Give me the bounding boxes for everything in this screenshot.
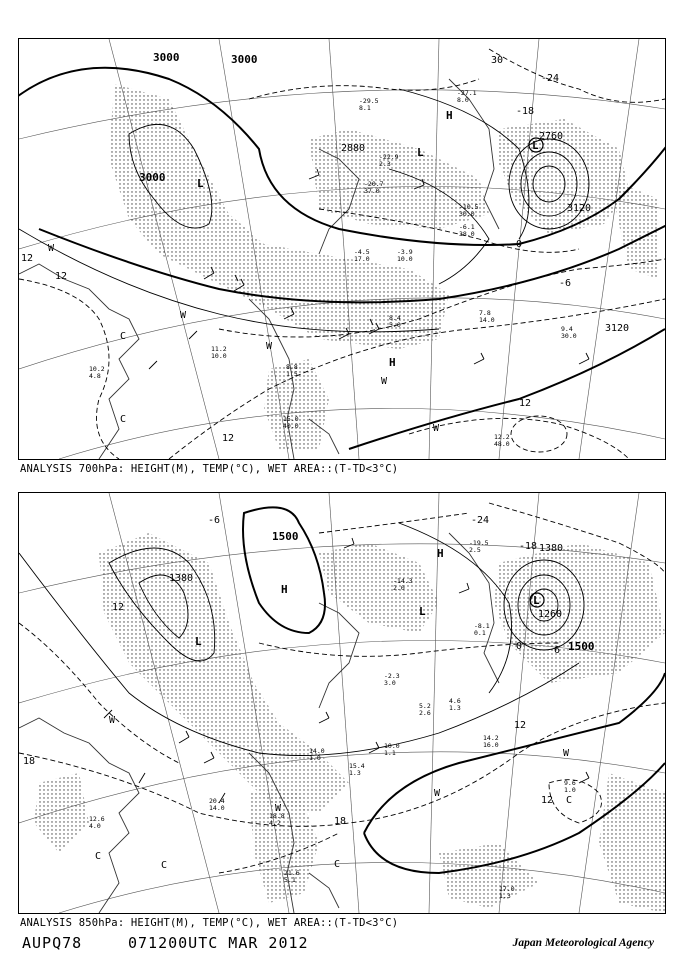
temperature-label: 12	[21, 253, 34, 264]
height-label: 2880	[341, 143, 366, 154]
cold-mark: C	[120, 331, 127, 342]
temperature-label: -6	[208, 515, 221, 526]
svg-text:-2.3: -2.3	[384, 672, 400, 680]
svg-text:1.3: 1.3	[349, 769, 361, 777]
station-plot	[449, 697, 461, 712]
warm-mark: W	[48, 243, 55, 254]
warm-mark: W	[266, 341, 273, 352]
height-label: 1500	[568, 640, 595, 653]
high-center: H	[437, 547, 444, 560]
warm-mark: W	[433, 423, 440, 434]
svg-text:10.2: 10.2	[89, 365, 105, 373]
station-plot	[389, 314, 401, 329]
temperature-label: 18	[334, 816, 347, 827]
svg-text:15.0: 15.0	[283, 415, 299, 423]
svg-text:-3.9: -3.9	[397, 248, 413, 256]
svg-text:3.0: 3.0	[384, 679, 396, 687]
svg-text:48.0: 48.0	[494, 440, 510, 448]
svg-text:-20.7: -20.7	[364, 180, 384, 188]
warm-mark: W	[434, 788, 441, 799]
cold-mark: C	[566, 795, 573, 806]
svg-text:18.8: 18.8	[269, 812, 285, 820]
station-plot	[349, 762, 365, 777]
svg-text:8.0: 8.0	[457, 96, 469, 104]
temperature-label: 12	[514, 720, 527, 731]
temperature-label: 12	[541, 795, 554, 806]
station-plot	[457, 89, 477, 104]
station-plot	[419, 702, 431, 717]
low-center: L	[195, 635, 202, 648]
temperature-label: 12	[222, 433, 235, 444]
low-center: L	[532, 139, 539, 152]
svg-text:10.0: 10.0	[397, 255, 413, 263]
svg-text:8.8: 8.8	[286, 363, 298, 371]
svg-text:1.3: 1.3	[499, 892, 511, 900]
temperature-label: -24	[471, 515, 490, 526]
warm-mark: W	[563, 748, 570, 759]
height-label: 3000	[231, 53, 258, 66]
low-center: L	[197, 177, 204, 190]
svg-text:1.0: 1.0	[564, 786, 576, 794]
svg-text:5.0: 5.0	[389, 321, 401, 329]
svg-text:11.2: 11.2	[211, 345, 227, 353]
station-plot	[211, 345, 227, 360]
chart-panel-700hpa	[18, 38, 666, 460]
station-plot	[499, 885, 515, 900]
issue-time: 071200UTC MAR 2012	[128, 934, 309, 952]
svg-text:2.0: 2.0	[393, 584, 405, 592]
height-label: 2760	[539, 131, 564, 142]
svg-text:10.0: 10.0	[384, 742, 400, 750]
station-plot	[89, 365, 105, 380]
temperature-label: 12	[519, 398, 532, 409]
svg-text:2.5: 2.5	[469, 546, 481, 554]
height-label: 1260	[538, 609, 563, 620]
svg-text:9.6: 9.6	[564, 779, 576, 787]
agency-name: Japan Meteorological Agency	[512, 937, 654, 949]
svg-text:1.3: 1.3	[449, 704, 461, 712]
panel-caption-850hpa: ANALYSIS 850hPa: HEIGHT(M), TEMP(°C), WET AREA::(T-TD<3°C)	[20, 917, 399, 929]
svg-text:30.0: 30.0	[561, 332, 577, 340]
svg-text:20.4: 20.4	[209, 797, 225, 805]
warm-mark: W	[109, 715, 116, 726]
svg-text:14.0: 14.0	[309, 747, 325, 755]
svg-text:4.0: 4.0	[89, 822, 101, 830]
station-plot	[479, 309, 495, 324]
warm-mark: W	[180, 310, 187, 321]
station-plot	[474, 622, 490, 637]
high-center: H	[446, 109, 453, 122]
temperature-label: -6	[559, 278, 572, 289]
chart-panel-850hpa	[18, 492, 666, 914]
svg-text:14.0: 14.0	[479, 316, 495, 324]
height-label: 1500	[272, 530, 299, 543]
temperature-label: 0	[516, 641, 523, 652]
svg-text:8.4: 8.4	[389, 314, 401, 322]
svg-text:38.0: 38.0	[459, 230, 475, 238]
svg-text:4.8: 4.8	[89, 372, 101, 380]
cold-mark: C	[95, 851, 102, 862]
height-label: 3000	[139, 171, 166, 184]
station-plot	[459, 223, 475, 238]
temperature-label: 12	[112, 602, 125, 613]
height-label: 1380	[169, 573, 194, 584]
svg-text:8.1: 8.1	[359, 104, 371, 112]
svg-text:-4.5: -4.5	[354, 248, 370, 256]
svg-text:0.1: 0.1	[474, 629, 486, 637]
temperature-label: -18	[516, 106, 535, 117]
station-plot	[561, 325, 577, 340]
station-plot	[469, 539, 489, 554]
station-plot	[384, 672, 400, 687]
wet-areas	[34, 533, 665, 913]
svg-text:-29.5: -29.5	[359, 97, 379, 105]
temperature-label: 12	[55, 271, 68, 282]
temperature-label: 6	[554, 645, 561, 656]
svg-text:5.1: 5.1	[284, 876, 296, 884]
station-plot	[354, 248, 370, 263]
svg-text:-22.9: -22.9	[379, 153, 399, 161]
svg-text:4.2: 4.2	[269, 819, 281, 827]
cold-mark: C	[334, 859, 341, 870]
svg-text:15.4: 15.4	[349, 762, 365, 770]
svg-text:5.2: 5.2	[419, 702, 431, 710]
height-label: 3000	[153, 51, 180, 64]
station-plot	[359, 97, 379, 112]
svg-text:14.0: 14.0	[209, 804, 225, 812]
high-center: H	[389, 356, 396, 369]
svg-text:37.0: 37.0	[364, 187, 380, 195]
svg-text:4.6: 4.6	[449, 697, 461, 705]
map-700hpa	[19, 39, 665, 459]
height-label: 3120	[567, 203, 592, 214]
svg-text:12.6: 12.6	[89, 815, 105, 823]
low-center: L	[419, 605, 426, 618]
svg-text:10.0: 10.0	[211, 352, 227, 360]
svg-text:1.0: 1.0	[309, 754, 321, 762]
svg-text:2.3: 2.3	[379, 160, 391, 168]
station-plot	[564, 779, 576, 794]
svg-text:1.1: 1.1	[384, 749, 396, 757]
cold-mark: C	[161, 860, 168, 871]
station-plot	[89, 815, 105, 830]
svg-text:2.6: 2.6	[419, 709, 431, 717]
product-id: AUPQ78	[22, 934, 83, 952]
panel-caption-700hpa: ANALYSIS 700hPa: HEIGHT(M), TEMP(°C), WET AREA::(T-TD<3°C)	[20, 463, 399, 475]
warm-mark: W	[381, 376, 388, 387]
temperature-label: -18	[519, 541, 538, 552]
svg-text:30.0: 30.0	[459, 210, 475, 218]
temperature-label: 18	[23, 756, 36, 767]
svg-text:-19.5: -19.5	[469, 539, 489, 547]
low-center: L	[417, 146, 424, 159]
svg-text:-27.1: -27.1	[457, 89, 477, 97]
svg-text:7.8: 7.8	[479, 309, 491, 317]
svg-text:-6.1: -6.1	[459, 223, 475, 231]
svg-text:17.0: 17.0	[499, 885, 515, 893]
station-plot	[494, 433, 510, 448]
low-center: L	[533, 594, 540, 607]
temperature-label: -24	[541, 73, 560, 84]
station-plot	[397, 248, 413, 263]
temperature-label: 30	[491, 55, 504, 66]
station-plot	[286, 363, 298, 378]
svg-text:16.0: 16.0	[483, 741, 499, 749]
cold-mark: C	[120, 414, 127, 425]
height-label: 1380	[539, 543, 564, 554]
svg-text:-8.1: -8.1	[474, 622, 490, 630]
svg-text:1.5: 1.5	[286, 370, 298, 378]
svg-text:14.2: 14.2	[483, 734, 499, 742]
temperature-label: 0	[516, 239, 523, 250]
warm-mark: W	[275, 803, 282, 814]
svg-text:21.6: 21.6	[284, 869, 300, 877]
high-center: H	[281, 583, 288, 596]
height-label: 3120	[605, 323, 630, 334]
station-plot	[283, 415, 299, 430]
svg-text:-14.3: -14.3	[393, 577, 413, 585]
svg-text:-10.5: -10.5	[459, 203, 479, 211]
svg-text:12.2: 12.2	[494, 433, 510, 441]
station-plot	[209, 797, 225, 812]
station-plot	[483, 734, 499, 749]
map-850hpa	[19, 493, 665, 913]
svg-text:40.0: 40.0	[283, 422, 299, 430]
svg-text:17.0: 17.0	[354, 255, 370, 263]
station-plot	[384, 742, 400, 757]
svg-text:9.4: 9.4	[561, 325, 573, 333]
